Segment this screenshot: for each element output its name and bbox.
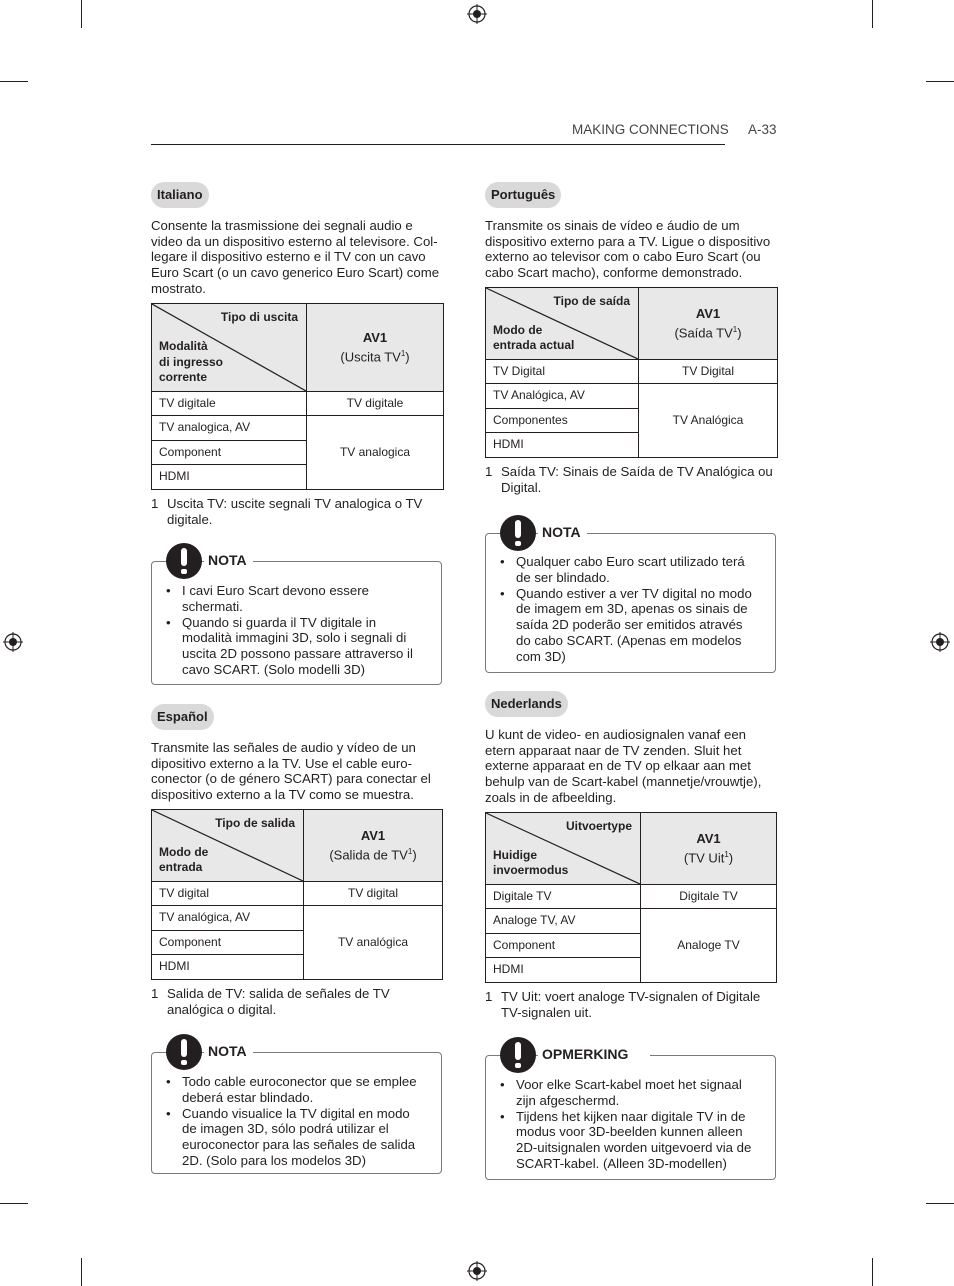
output-type-label: Tipo de saída bbox=[553, 293, 630, 308]
note-title: NOTA bbox=[204, 1043, 253, 1059]
table-row: Digitale TV bbox=[486, 884, 641, 909]
crop-mark bbox=[0, 81, 28, 82]
registration-mark-icon bbox=[930, 632, 950, 652]
note-title: OPMERKING bbox=[538, 1046, 650, 1062]
crop-mark bbox=[0, 1203, 28, 1204]
table-row: HDMI bbox=[486, 433, 639, 458]
header-diagonal-cell bbox=[486, 287, 639, 359]
section-italiano bbox=[151, 182, 444, 527]
exclamation-icon bbox=[500, 515, 536, 551]
table-cell: TV analógica bbox=[304, 906, 443, 980]
list-item: • Todo cable euroconector que se emplee deberá estar blindado. bbox=[152, 1074, 441, 1106]
input-mode-label: Modalità di ingresso corrente bbox=[159, 339, 224, 385]
crop-mark bbox=[81, 1258, 82, 1286]
connection-table bbox=[151, 809, 443, 980]
connection-table bbox=[151, 303, 444, 490]
list-item: • Voor elke Scart-kabel moet het signaal zijn afgeschermd. bbox=[486, 1077, 775, 1109]
note-box bbox=[151, 552, 442, 685]
exclamation-icon bbox=[166, 543, 202, 579]
registration-mark-icon bbox=[3, 632, 23, 652]
av1-header: AV1 (Salida de $TV^1$) bbox=[304, 809, 443, 881]
table-cell: Analoge TV bbox=[641, 909, 777, 983]
table-row: Component bbox=[152, 930, 304, 955]
language-badge: Italiano bbox=[151, 182, 209, 208]
section-portugues bbox=[485, 182, 778, 496]
intro-text: Transmite os sinais de vídeo e áudio de um dispositivo externo para a TV. Ligue o dispositivo externo ao televisor com o cabo Euro Scart (ou cabo Scart macho), conforme demonstrado. bbox=[485, 217, 771, 281]
header-diagonal-cell bbox=[152, 303, 307, 391]
intro-text: Consente la trasmissione dei segnali audio e video da un dispositivo esterno al televisore. Col- legare il dispositivo esterno e il TV con un cavo Euro Scart (o un cavo generico Euro Scart) come mostrato. bbox=[151, 217, 440, 296]
list-item: • Cuando visualice la TV digital en modo de imagen 3D, sólo podrá utilizar el euroconector para las señales de salida 2D. (Solo para los modelos 3D) bbox=[152, 1106, 441, 1169]
list-item: • Quando estiver a ver TV digital no modo de imagem em 3D, apenas os sinais de saída 2D poderão ser emitidos através do cabo SCART. (Apenas em modelos com 3D) bbox=[486, 586, 775, 665]
footnote: 1 Salida de TV: salida de señales de TV analógica o digital. bbox=[151, 985, 390, 1017]
table-row: TV analógica, AV bbox=[152, 906, 304, 931]
connection-table bbox=[485, 287, 778, 458]
table-row: TV Digital bbox=[486, 359, 639, 384]
table-row: Componentes bbox=[486, 408, 639, 433]
output-type-label: Uitvoertype bbox=[565, 818, 632, 833]
footnote: 1 Uscita TV: uscite segnali TV analogica o TV digitale. bbox=[151, 495, 423, 527]
table-row: HDMI bbox=[152, 955, 304, 980]
av1-header: AV1 (TV Uit$^1$) bbox=[641, 812, 777, 884]
av1-header: AV1 (Saída $TV^1$) bbox=[639, 287, 778, 359]
list-item: • Quando si guarda il TV digitale in modalità immagini 3D, solo i segnali di uscita 2D possono passare attraverso il cavo SCART. (Solo modelli 3D) bbox=[152, 615, 441, 678]
header-rule bbox=[151, 144, 725, 145]
crop-mark bbox=[926, 1203, 954, 1204]
table-row: TV Analógica, AV bbox=[486, 384, 639, 409]
table-row: HDMI bbox=[152, 465, 307, 490]
output-type-label: Tipo de salida bbox=[215, 815, 295, 830]
note-title: NOTA bbox=[538, 524, 587, 540]
exclamation-icon bbox=[500, 1037, 536, 1073]
note-title: NOTA bbox=[204, 552, 253, 568]
table-cell: TV digitale bbox=[307, 391, 444, 416]
section-espanol bbox=[151, 704, 443, 1018]
registration-mark-icon bbox=[467, 1261, 487, 1281]
footnote: 1 TV Uit: voert analoge TV-signalen of Digitale TV-signalen uit. bbox=[485, 988, 761, 1020]
connection-table bbox=[485, 812, 777, 983]
table-row: TV analogica, AV bbox=[152, 416, 307, 441]
note-box bbox=[485, 524, 776, 673]
registration-mark-icon bbox=[467, 4, 487, 24]
av1-header: AV1 (Uscita $TV^1$) bbox=[307, 303, 444, 391]
table-cell: TV digital bbox=[304, 881, 443, 906]
table-row: HDMI bbox=[486, 958, 641, 983]
list-item: • Qualquer cabo Euro scart utilizado terá de ser blindado. bbox=[486, 554, 775, 586]
exclamation-icon bbox=[166, 1034, 202, 1070]
crop-mark bbox=[872, 0, 873, 28]
crop-mark bbox=[81, 0, 82, 28]
list-item: • Tijdens het kijken naar digitale TV in de modus voor 3D-beelden kunnen alleen 2D-uitsignalen worden uitgevoerd via de SCART-kabel. (Alleen 3D-modellen) bbox=[486, 1109, 775, 1172]
input-mode-label: Huidige invoermodus bbox=[493, 847, 569, 878]
crop-mark bbox=[926, 81, 954, 82]
input-mode-label: Modo de entrada actual bbox=[493, 322, 575, 353]
language-badge: Português bbox=[485, 182, 561, 208]
table-row: Component bbox=[486, 933, 641, 958]
language-badge: Nederlands bbox=[485, 691, 568, 717]
crop-mark bbox=[872, 1258, 873, 1286]
table-row: Component bbox=[152, 440, 307, 465]
note-box bbox=[151, 1043, 442, 1174]
intro-text: Transmite las señales de audio y vídeo de un dipositivo externo a la TV. Use el cable euro- conector (o de género SCART) para conectar el dispositivo externo a la TV como se muestra. bbox=[151, 739, 431, 803]
table-row: TV digitale bbox=[152, 391, 307, 416]
footnote: 1 Saída TV: Sinais de Saída de TV Analógica ou Digital. bbox=[485, 463, 773, 495]
header-section: MAKING CONNECTIONS bbox=[572, 122, 729, 137]
table-cell: TV Digital bbox=[639, 359, 778, 384]
header-diagonal-cell bbox=[486, 812, 641, 884]
header-diagonal-cell bbox=[152, 809, 304, 881]
input-mode-label: Modo de entrada bbox=[159, 844, 209, 875]
note-box bbox=[485, 1046, 776, 1180]
section-nederlands bbox=[485, 691, 777, 1020]
list-item: • I cavi Euro Scart devono essere schermati. bbox=[152, 583, 441, 615]
table-row: TV digital bbox=[152, 881, 304, 906]
output-type-label: Tipo di uscita bbox=[220, 309, 298, 324]
intro-text: U kunt de video- en audiosignalen vanaf een etern apparaat naar de TV zenden. Sluit het externe apparaat en de TV op elkaar aan met behulp van de Scart-kabel (mannetje/vrouwtje), zoals in de afbeelding. bbox=[485, 726, 762, 805]
table-row: Analoge TV, AV bbox=[486, 909, 641, 934]
table-cell: Digitale TV bbox=[641, 884, 777, 909]
table-cell: TV analogica bbox=[307, 416, 444, 490]
page-number: A-33 bbox=[748, 122, 777, 137]
table-cell: TV Analógica bbox=[639, 384, 778, 458]
language-badge: Español bbox=[151, 704, 214, 730]
